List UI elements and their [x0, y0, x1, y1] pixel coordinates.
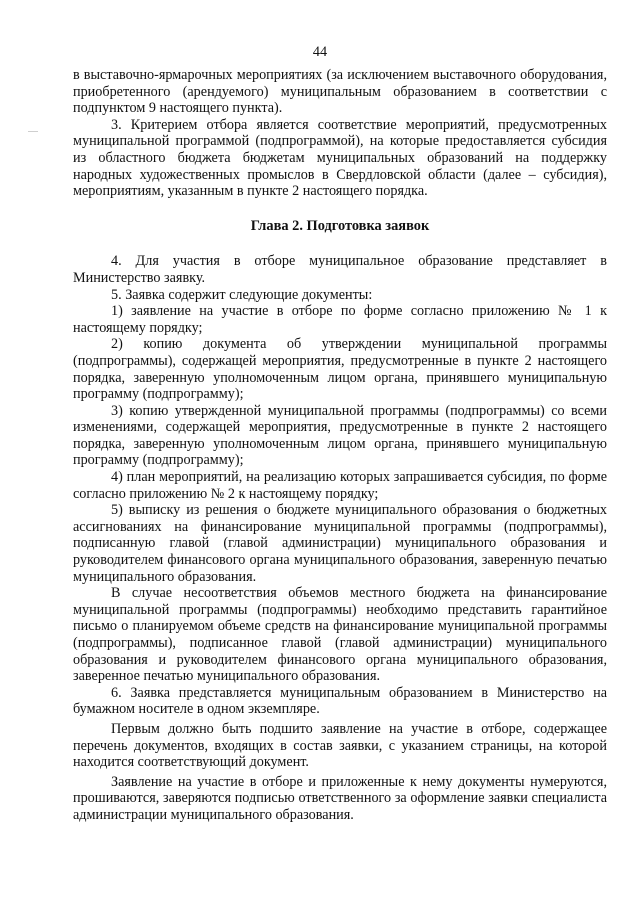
paragraph-item-6: 6. Заявка представляется муниципальным образованием в Министерство на бумажном носителе в одном экземпляре.: [73, 684, 607, 718]
paragraph-item-5-4: 4) план мероприятий, на реализацию которых запрашивается субсидия, по форме согласно приложению № 2 к настоящему порядку;: [73, 469, 607, 502]
paragraph-item-5-3: 3) копию утвержденной муниципальной программы (подпрограммы) со всеми изменениями, содержащей мероприятия, предусмотренные в пункте 2 настоящего порядка, заверенную уполномоченным лицом органа, принявшего муниципальную программу (подпрограмму);: [73, 402, 607, 469]
paragraph-item-5: 5. Заявка содержит следующие документы:: [111, 286, 373, 303]
paragraph-item-5-2: 2) копию документа об утверждении муниципальной программы (подпрограммы), содержащей мероприятия, предусмотренные в пункте 2 настоящего порядка, заверенную уполномоченным лицом органа, принявшего муниципальную программу (подпрограмму);: [73, 336, 607, 403]
paragraph-numbering: Заявление на участие в отборе и приложенные к нему документы нумеруются, прошиваются, заверяются подписью ответственного за оформление заявки специалиста администрации муниципального образования.: [73, 773, 607, 823]
chapter-heading: Глава 2. Подготовка заявок: [250, 217, 430, 234]
paragraph-first-document: Первым должно быть подшито заявление на участие в отборе, содержащее перечень документов, входящих в состав заявки, с указанием страницы, на которой находится соответствующий документ.: [73, 720, 607, 771]
paragraph-item-5-1: 1) заявление на участие в отборе по форме согласно приложению № 1 к настоящему порядку;: [73, 303, 607, 336]
document-body: [73, 67, 607, 824]
paragraph-criterion: 3. Критерием отбора является соответствие мероприятий, предусмотренных муниципальной программой (подпрограммой), на которые предоставляется субсидия из областного бюджета бюджетам муниципальных образований на поддержку народных художественных промыслов в Свердловской области (далее – субсидия), мероприятиям, указанным в пункте 2 настоящего порядка.: [73, 116, 607, 200]
paragraph-budget-mismatch: В случае несоответствия объемов местного бюджета на финансирование муниципальной программы (подпрограммы) необходимо представить гарантийное письмо о планируемом объеме средств на финансирование муниципальной программы (подпрограммы), подписанное главой (главой администрации) муниципального образования и руководителем финансового органа муниципального образования, заверенное печатью муниципального образования.: [73, 585, 607, 685]
paragraph-continuation: в выставочно-ярмарочных мероприятиях (за исключением выставочного оборудования, приобретенного (арендуемого) муниципальным образованием в соответствии с подпунктом 9 настоящего пункта).: [73, 67, 607, 117]
paragraph-item-4: 4. Для участия в отборе муниципальное образование представляет в Министерство заявку.: [73, 253, 607, 286]
page-number: 44: [312, 44, 328, 60]
paragraph-item-5-5: 5) выписку из решения о бюджете муниципального образования о бюджетных ассигнованиях на финансирование муниципальной программы (подпрограммы), подписанную главой (главой администрации) муниципального образования и руководителем финансового органа муниципального образования, заверенную печатью муниципального образования.: [73, 502, 607, 585]
scan-margin-mark: [28, 131, 38, 132]
